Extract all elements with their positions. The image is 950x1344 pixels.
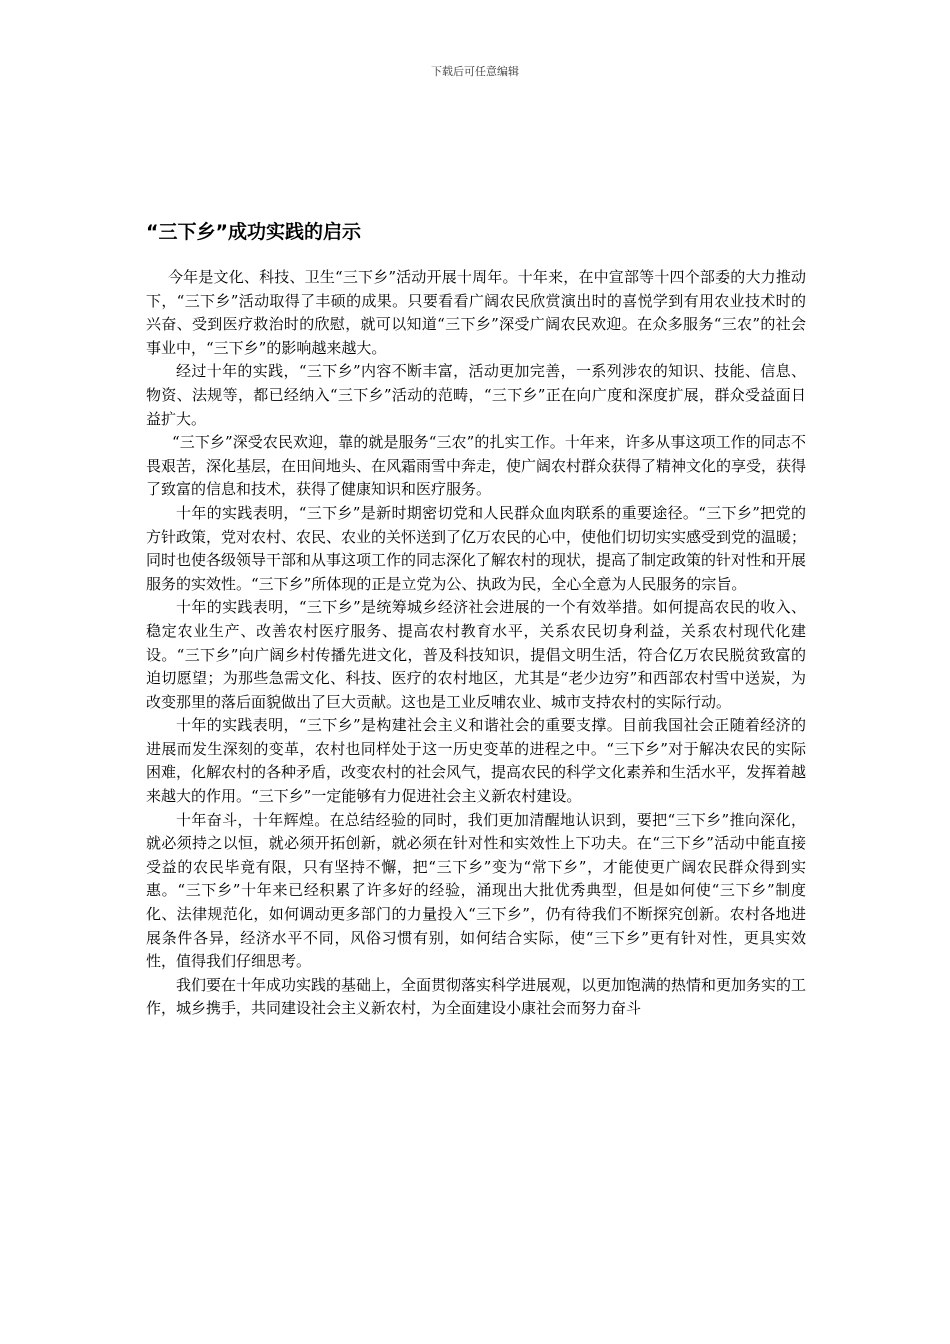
article-title: “三下乡”成功实践的启示 <box>146 221 361 243</box>
article-body <box>146 266 806 1021</box>
header-note: 下载后可任意编辑 <box>431 65 519 78</box>
paragraph-4: 十年的实践表明，“三下乡”是新时期密切党和人民群众血肉联系的重要途径。“三下乡”把党的方针政策，党对农村、农民、农业的关怀送到了亿万农民的心中，使他们切切实实感受到党的温暖；同时也使各级领导干部和从事这项工作的同志深化了解农村的现状，提高了制定政策的针对性和开展服务的实效性。“三下乡”所体现的正是立党为公、执政为民，全心全意为人民服务的宗旨。 <box>146 503 807 593</box>
paragraph-8: 我们要在十年成功实践的基础上，全面贯彻落实科学进展观，以更加饱满的热情和更加务实的工作，城乡携手，共同建设社会主义新农村，为全面建设小康社会而努力奋斗 <box>146 975 807 1018</box>
paragraph-2: 经过十年的实践，“三下乡”内容不断丰富，活动更加完善，一系列涉农的知识、技能、信息、物资、法规等，都已经纳入“三下乡”活动的范畴，“三下乡”正在向广度和深度扩展，群众受益面日益扩大。 <box>146 362 806 428</box>
paragraph-1: 今年是文化、科技、卫生“三下乡”活动开展十周年。十年来，在中宣部等十四个部委的大力推动下，“三下乡”活动取得了丰硕的成果。只要看看广阔农民欣赏演出时的喜悦学到有用农业技术时的兴奋、受到医疗救治时的欣慰，就可以知道“三下乡”深受广阔农民欢迎。在众多服务“三农”的社会事业中，“三下乡”的影响越来越大。 <box>146 268 806 357</box>
paragraph-5: 十年的实践表明，“三下乡”是统筹城乡经济社会进展的一个有效举措。如何提高农民的收入、稳定农业生产、改善农村医疗服务、提高农村教育水平，关系农民切身利益，关系农村现代化建设。“三下乡”向广阔乡村传播先进文化，普及科技知识，提倡文明生活，符合亿万农民脱贫致富的迫切愿望；为那些急需文化、科技、医疗的农村地区，尤其是“老少边穷”和西部农村雪中送炭，为改变那里的落后面貌做出了巨大贡献。这也是工业反哺农业、城市支持农村的实际行动。 <box>146 598 806 711</box>
paragraph-7: 十年奋斗，十年辉煌。在总结经验的同时，我们更加清醒地认识到，要把“三下乡”推向深化，就必须持之以恒，就必须开拓创新，就必须在针对性和实效性上下功夫。在“三下乡”活动中能直接受益的农民毕竟有限，只有坚持不懈，把“三下乡”变为“常下乡”，才能使更广阔农民群众得到实惠。“三下乡”十年来已经积累了许多好的经验，涌现出大批优秀典型，但是如何使“三下乡”制度化、法律规范化，如何调动更多部门的力量投入“三下乡”，仍有待我们不断探究创新。农村各地进展条件各异，经济水平不同，风俗习惯有别，如何结合实际，使“三下乡”更有针对性，更具实效性，值得我们仔细思考。 <box>146 810 806 971</box>
paragraph-3: “三下乡”深受农民欢迎，靠的就是服务“三农”的扎实工作。十年来，许多从事这项工作的同志不畏艰苦，深化基层，在田间地头、在风霜雨雪中奔走，使广阔农村群众获得了精神文化的享受，获得了致富的信息和技术，获得了健康知识和医疗服务。 <box>146 433 807 499</box>
paragraph-6: 十年的实践表明，“三下乡”是构建社会主义和谐社会的重要支撑。目前我国社会正随着经济的进展而发生深刻的变革，农村也同样处于这一历史变革的进程之中。“三下乡”对于解决农民的实际困难，化解农村的各种矛盾，改变农村的社会风气，提高农民的科学文化素养和生活水平，发挥着越来越大的作用。“三下乡”一定能够有力促进社会主义新农村建设。 <box>146 716 807 806</box>
